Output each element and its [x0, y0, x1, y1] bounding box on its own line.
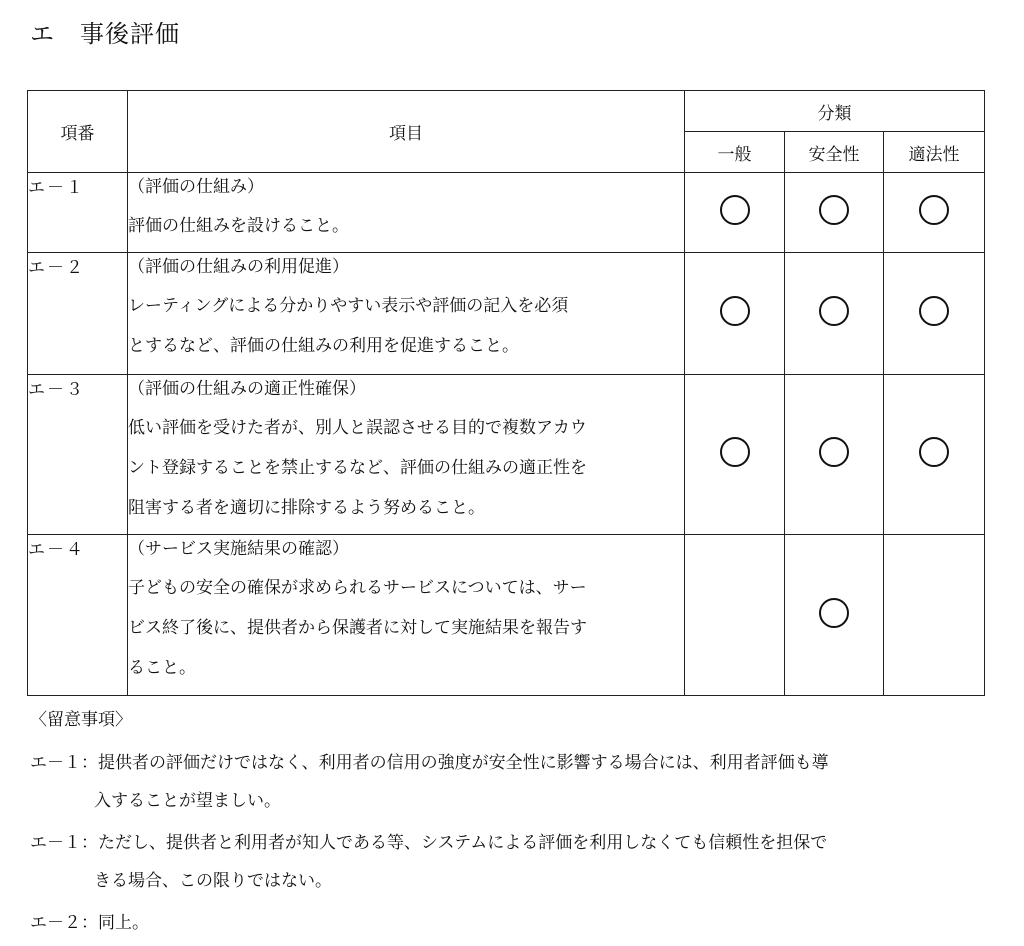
notes-section: [30, 708, 990, 946]
row-content: [128, 173, 685, 253]
table-row: [28, 375, 985, 535]
circle-mark-icon: [919, 195, 949, 225]
table-row: [28, 253, 985, 375]
row-text-line: 低い評価を受けた者が、別人と誤認させる目的で複数アカウ: [128, 418, 587, 438]
note-line: きる場合、この限りではない。: [94, 871, 332, 891]
row-number: エ－４: [28, 535, 128, 696]
header-legality: 適法性: [884, 132, 985, 173]
mark-general: [685, 375, 785, 535]
row-text-line: 阻害する者を適切に排除するよう努めること。: [128, 498, 485, 518]
note-line: 入することが望ましい。: [94, 791, 281, 811]
header-general: 一般: [685, 132, 785, 173]
circle-mark-icon: [720, 437, 750, 467]
row-text-line: ること。: [128, 658, 196, 678]
header-item: 項目: [128, 91, 685, 173]
circle-mark-icon: [819, 195, 849, 225]
row-text-line: ビス終了後に、提供者から保護者に対して実施結果を報告す: [128, 618, 587, 638]
notes-title: 〈留意事項〉: [30, 710, 132, 730]
row-number: エ－１: [28, 173, 128, 253]
circle-mark-icon: [819, 437, 849, 467]
mark-safety: [785, 253, 884, 375]
mark-legality: [884, 173, 985, 253]
circle-mark-icon: [819, 598, 849, 628]
row-text-line: ント登録することを禁止するなど、評価の仕組みの適正性を: [128, 458, 587, 478]
note-item: [30, 828, 990, 904]
section-title: エ 事後評価: [30, 20, 180, 48]
circle-mark-icon: [919, 437, 949, 467]
mark-legality: [884, 253, 985, 375]
header-number: 項番: [28, 91, 128, 173]
mark-safety: [785, 173, 884, 253]
table-header-row: [28, 91, 985, 132]
row-content: [128, 253, 685, 375]
row-heading: （サービス実施結果の確認）: [128, 539, 349, 559]
mark-safety: [785, 375, 884, 535]
note-line: エ－１：提供者の評価だけではなく、利用者の信用の強度が安全性に影響する場合には、利用者評価も導: [30, 753, 829, 773]
row-text-line: 子どもの安全の確保が求められるサービスについては、サー: [128, 578, 587, 598]
note-item: [30, 748, 990, 824]
note-line: エ－１：ただし、提供者と利用者が知人である等、システムによる評価を利用しなくても信頼性を担保で: [30, 833, 828, 853]
circle-mark-icon: [720, 296, 750, 326]
circle-mark-icon: [819, 296, 849, 326]
evaluation-table: [27, 90, 985, 696]
note-item: [30, 908, 990, 946]
row-heading: （評価の仕組みの適正性確保）: [128, 379, 366, 399]
row-content: [128, 375, 685, 535]
header-category: 分類: [685, 91, 985, 132]
note-line: エ－２：同上。: [30, 913, 149, 933]
row-heading: （評価の仕組み）: [128, 177, 264, 197]
table-row: [28, 535, 985, 696]
mark-safety: [785, 535, 884, 696]
circle-mark-icon: [720, 195, 750, 225]
row-number: エ－２: [28, 253, 128, 375]
mark-legality: [884, 375, 985, 535]
row-heading: （評価の仕組みの利用促進）: [128, 257, 349, 277]
row-text-line: レーティングによる分かりやすい表示や評価の記入を必須: [128, 296, 569, 316]
row-content: [128, 535, 685, 696]
mark-general: [685, 173, 785, 253]
table-row: [28, 173, 985, 253]
circle-mark-icon: [919, 296, 949, 326]
mark-general: [685, 535, 785, 696]
row-number: エ－３: [28, 375, 128, 535]
row-text-line: 評価の仕組みを設けること。: [128, 216, 349, 236]
header-safety: 安全性: [785, 132, 884, 173]
mark-general: [685, 253, 785, 375]
row-text-line: とするなど、評価の仕組みの利用を促進すること。: [128, 336, 519, 356]
mark-legality: [884, 535, 985, 696]
